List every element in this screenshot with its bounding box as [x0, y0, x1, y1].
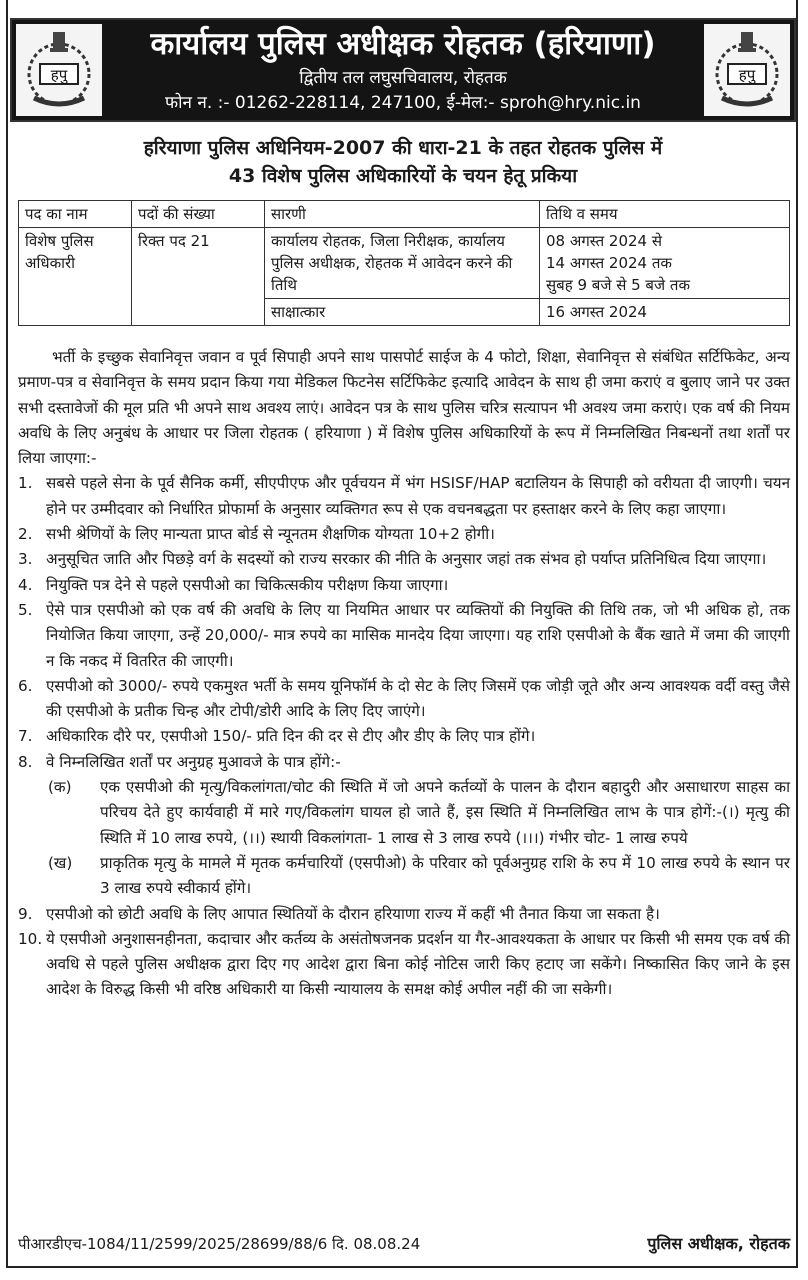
condition-item [18, 522, 790, 547]
footer [18, 1232, 790, 1256]
condition-text: वे निम्नलिखित शर्तों पर अनुग्रह मुआवजे के पात्र होंगे:- [46, 752, 341, 771]
schedule-table [18, 200, 790, 326]
sub-condition-item [48, 775, 790, 851]
notice-title-line: हरियाणा पुलिस अधिनियम-2007 की धारा-21 के तहत रोहतक पुलिस में [143, 137, 663, 159]
table-header-row [19, 201, 790, 228]
police-emblem-icon [16, 24, 102, 116]
office-address: द्वितीय तल लघुसचिवालय, रोहतक [299, 68, 507, 88]
condition-text: सभी श्रेणियों के लिए मान्यता प्राप्त बोर्ड से न्यूनतम शैक्षणिक योग्यता 10+2 होगी। [46, 525, 495, 544]
svg-text:हपु: हपु [738, 66, 756, 84]
condition-item [18, 674, 790, 725]
condition-number: 4. [18, 575, 33, 594]
sub-condition-text: प्राकृतिक मृत्यु के मामले में मृतक कर्मचारियों (एसपीओ) के परिवार को पूर्वअनुग्रह राशि के रुप में 10 लाख रुपये के स्थान पर 3 लाख रुपये स्वीकार्य होंगे। [100, 853, 790, 898]
column-header: पदों की संख्या [132, 201, 265, 228]
date-line: 14 अगस्त 2024 तक [546, 254, 672, 272]
schedule-item: कार्यालय रोहतक, जिला निरीक्षक, कार्यालय पुलिस अधीक्षक, रोहतक में आवेदन करने की तिथि [265, 228, 540, 299]
condition-text: एसपीओ को 3000/- रुपये एकमुश्त भर्ती के समय यूनिफॉर्म के दो सेट के लिए जिसमें एक जोड़ी जूते और अन्य आवश्यक वर्दी वस्तु जैसे की एसपीओ के प्रतीक चिन्ह और टोपी/डोरी आदि के लिए दिए जाएंगे। [46, 676, 790, 721]
header-banner [10, 18, 796, 122]
condition-text: नियुक्ति पत्र देने से पहले एसपीओ का चिकित्सकीय परीक्षण किया जाएगा। [46, 575, 449, 594]
condition-item [18, 573, 790, 598]
condition-item [18, 927, 790, 1003]
condition-number: 10. [18, 929, 43, 948]
condition-number: 6. [18, 676, 33, 695]
condition-text: ऐसे पात्र एसपीओ को एक वर्ष की अवधि के लिए या नियमित आधार पर व्यक्तियों की नियुक्ति की तिथि तक, जो भी अधिक हो, तक नियोजित किया जाएगा, उन्हें 20,000/- मात्र रुपये का मासिक मानदेय दिया जाएगा। यह राशि एसपीओ के बैंक खाते में जमा की जाएगी न कि नकद में वितरित की जाएगी। [46, 600, 790, 670]
condition-item [18, 724, 790, 749]
column-header: तिथि व समय [540, 201, 790, 228]
post-count: रिक्त पद 21 [132, 228, 265, 326]
notice-body [18, 345, 790, 1003]
sub-condition-number: (क) [48, 778, 72, 797]
office-title: कार्यालय पुलिस अधीक्षक रोहतक (हरियाणा) [150, 26, 656, 62]
condition-number: 8. [18, 752, 33, 771]
notice-title [10, 134, 796, 190]
police-emblem-icon [704, 24, 790, 116]
sub-condition-text: एक एसपीओ की मृत्यु/विकलांगता/चोट की स्थिति में जो अपने कर्तव्यों के पालन के दौरान बहादुरी और असाधारण साहस का परिचय देते हुए कार्यवाही में मारे गए/विकलांग घायल हो जाते हैं, इस स्थिति में निम्नलिखित लाभ के पात्र होगें:-(।) मृत्यु की स्थिति में 10 लाख रुपये, (।।) स्थायी विकलांगता- 1 लाख से 3 लाख रुपये (।।।) गंभीर चोट- 1 लाख रुपये [100, 778, 790, 847]
svg-text:हपु: हपु [50, 66, 68, 84]
office-contact: फोन न. :- 01262-228114, 247100, ई-मेल:- sproh@hry.nic.in [165, 93, 641, 113]
condition-text: एसपीओ को छोटी अवधि के लिए आपात स्थितियों के दौरान हरियाणा राज्य में कहीं भी तैनात किया जा सकता है। [46, 904, 660, 923]
condition-item [18, 902, 790, 927]
table-row [19, 228, 790, 299]
reference-number: पीआरडीएच-1084/11/2599/2025/28699/88/6 दि. 08.08.24 [18, 1235, 421, 1253]
condition-item [18, 471, 790, 522]
condition-text: अनुसूचित जाति और पिछड़े वर्ग के सदस्यों को राज्य सरकार की नीति के अनुसार जहां तक संभव हो पर्याप्त प्रतिनिधित्व दिया जाएगा। [46, 550, 767, 569]
sub-condition-number: (ख) [48, 853, 73, 872]
notice-title-line: 43 विशेष पुलिस अधिकारियों के चयन हेतू प्रकिया [228, 165, 578, 187]
condition-number: 3. [18, 550, 33, 569]
condition-number: 2. [18, 525, 33, 544]
date-line: 08 अगस्त 2024 से [546, 232, 662, 250]
condition-number: 1. [18, 474, 33, 493]
date-line: सुबह 9 बजे से 5 बजे तक [546, 276, 690, 294]
condition-text: ये एसपीओ अनुशासनहीनता, कदाचार और कर्तव्य के असंतोषजनक प्रदर्शन या गैर-आवश्यकता के आधार पर किसी भी समय एक वर्ष की अवधि से पहले पुलिस अधीक्षक द्वारा दिए गए आदेश द्वारा बिना कोई नोटिस जारी किए हटाए जा सकेंगे। निष्कासित किए जाने के इस आदेश के विरुद्ध किसी भी वरिष्ठ अधिकारी या किसी न्यायालय के समक्ष कोई अपील नहीं की जा सकेगी। [46, 929, 790, 999]
schedule-date: 16 अगस्त 2024 [540, 299, 790, 326]
schedule-date [540, 228, 790, 299]
condition-number: 9. [18, 904, 33, 923]
post-name: विशेष पुलिस अधिकारी [19, 228, 132, 326]
column-header: सारणी [265, 201, 540, 228]
condition-item [18, 547, 790, 572]
schedule-item: साक्षात्कार [265, 299, 540, 326]
column-header: पद का नाम [19, 201, 132, 228]
condition-text: अधिकारिक दौरे पर, एसपीओ 150/- प्रति दिन की दर से टीए और डीए के लिए पात्र होंगे। [46, 727, 536, 746]
condition-number: 7. [18, 727, 33, 746]
condition-number: 5. [18, 600, 33, 619]
intro-paragraph: भर्ती के इच्छुक सेवानिवृत्त जवान व पूर्व सिपाही अपने साथ पासपोर्ट साईज के 4 फोटो, शिक्षा, सेवानिवृत्त से संबंधित सर्टिफिकेट, अन्य प्रमाण-पत्र व सेवानिवृत्त के समय प्रदान किया गया मेडिकल फिटनेस सर्टिफिकेट इत्यादि आवेदन के साथ ही जमा कराएं व बुलाए जाने पर उक्त सभी दस्तावेजों की मूल प्रति भी अपने साथ अवश्य लाएं। आवेदन पत्र के साथ पुलिस चरित्र सत्यापन भी अवश्य जमा कराएं। एक वर्ष की नियम अवधि के लिए अनुबंध के आधार पर जिला रोहतक ( हरियाणा ) में विशेष पुलिस अधिकारियों के रूप में निम्नलिखित निबन्धनों तथा शर्तों पर लिया जाएगा:- [18, 348, 791, 468]
sub-condition-item [48, 851, 790, 902]
signatory: पुलिस अधीक्षक, रोहतक [647, 1234, 790, 1253]
condition-item [18, 750, 790, 775]
condition-text: सबसे पहले सेना के पूर्व सैनिक कर्मी, सीएपीएफ और पूर्वचयन में भंग HSISF/HAP बटालियन के सिपाही को वरीयता दी जाएगी। चयन होने पर उम्मीदवार को निर्धारित प्रोफार्मा के अनुसार व्यक्तिगत रूप से एक वचनबद्धता पर हस्ताक्षर करने के लिए कहा जाएगा। [46, 474, 790, 518]
condition-item [18, 598, 790, 674]
